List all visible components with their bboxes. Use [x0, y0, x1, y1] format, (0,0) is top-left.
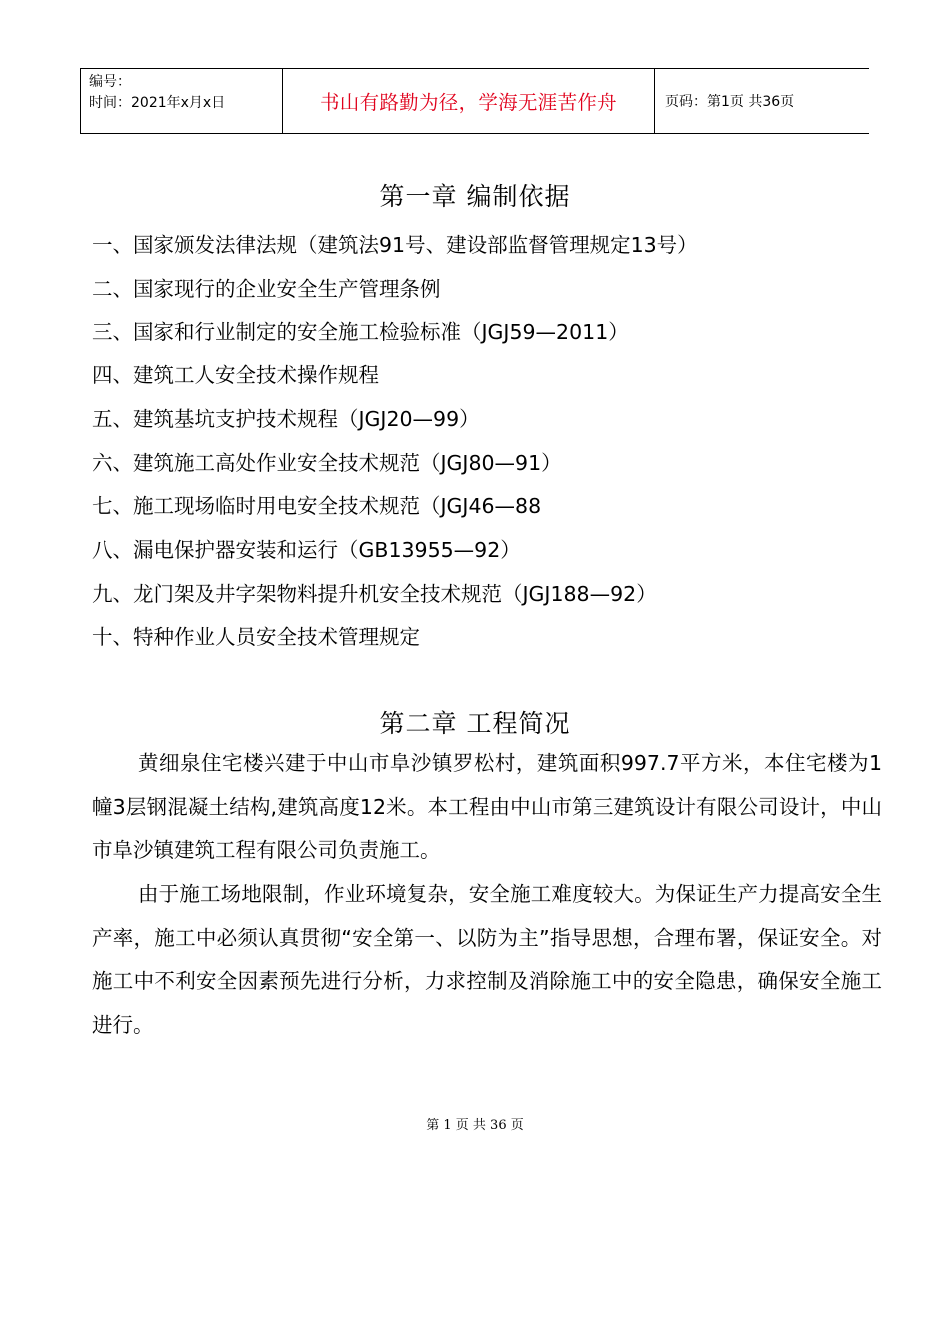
page-footer: 第 1 页 共 36 页 [426, 1118, 524, 1133]
basis-item: 五、建筑基坑支护技术规程（JGJ20—99） [92, 407, 480, 431]
basis-item: 三、国家和行业制定的安全施工检验标准（JGJ59—2011） [92, 320, 629, 344]
chapter2-title: 第二章 工程简况 [379, 709, 571, 738]
overview-paragraph: 黄细泉住宅楼兴建于中山市阜沙镇罗松村，建筑面积997.7平方米，本住宅楼为1幢3层钢混凝土结构,建筑高度12米。本工程由中山市第三建筑设计有限公司设计，中山市阜沙镇建筑工程有限公司负责施工。 [92, 751, 882, 862]
basis-item: 六、建筑施工高处作业安全技术规范（JGJ80—91） [92, 451, 562, 475]
basis-item: 四、建筑工人安全技术操作规程 [92, 363, 379, 387]
basis-item: 八、漏电保护器安装和运行（GB13955—92） [92, 538, 521, 562]
basis-item: 一、国家颁发法律法规（建筑法91号、建设部监督管理规定13号） [92, 233, 698, 257]
header-meta [81, 69, 282, 133]
overview-paragraph: 由于施工场地限制，作业环境复杂，安全施工难度较大。为保证生产力提高安全生产率，施工中必须认真贯彻“安全第一、以防为主”指导思想，合理布署，保证安全。对施工中不利安全因素预先进行分析，力求控制及消除施工中的安全隐患，确保安全施工进行。 [92, 882, 882, 1037]
basis-item: 二、国家现行的企业安全生产管理条例 [92, 277, 441, 301]
chapter1-title: 第一章 编制依据 [379, 182, 571, 211]
header-page-info: 页码：第1页 共36页 [665, 94, 795, 110]
number-label: 编号： [89, 74, 131, 90]
basis-item: 十、特种作业人员安全技术管理规定 [92, 625, 420, 649]
document-header [80, 68, 869, 134]
basis-item: 九、龙门架及井字架物料提升机安全技术规范（JGJ188—92） [92, 582, 657, 606]
basis-item: 七、施工现场临时用电安全技术规范（JGJ46—88 [92, 494, 542, 518]
header-motto: 书山有路勤为径，学海无涯苦作舟 [282, 69, 655, 133]
time-label: 时间：2021年x月x日 [89, 95, 226, 111]
